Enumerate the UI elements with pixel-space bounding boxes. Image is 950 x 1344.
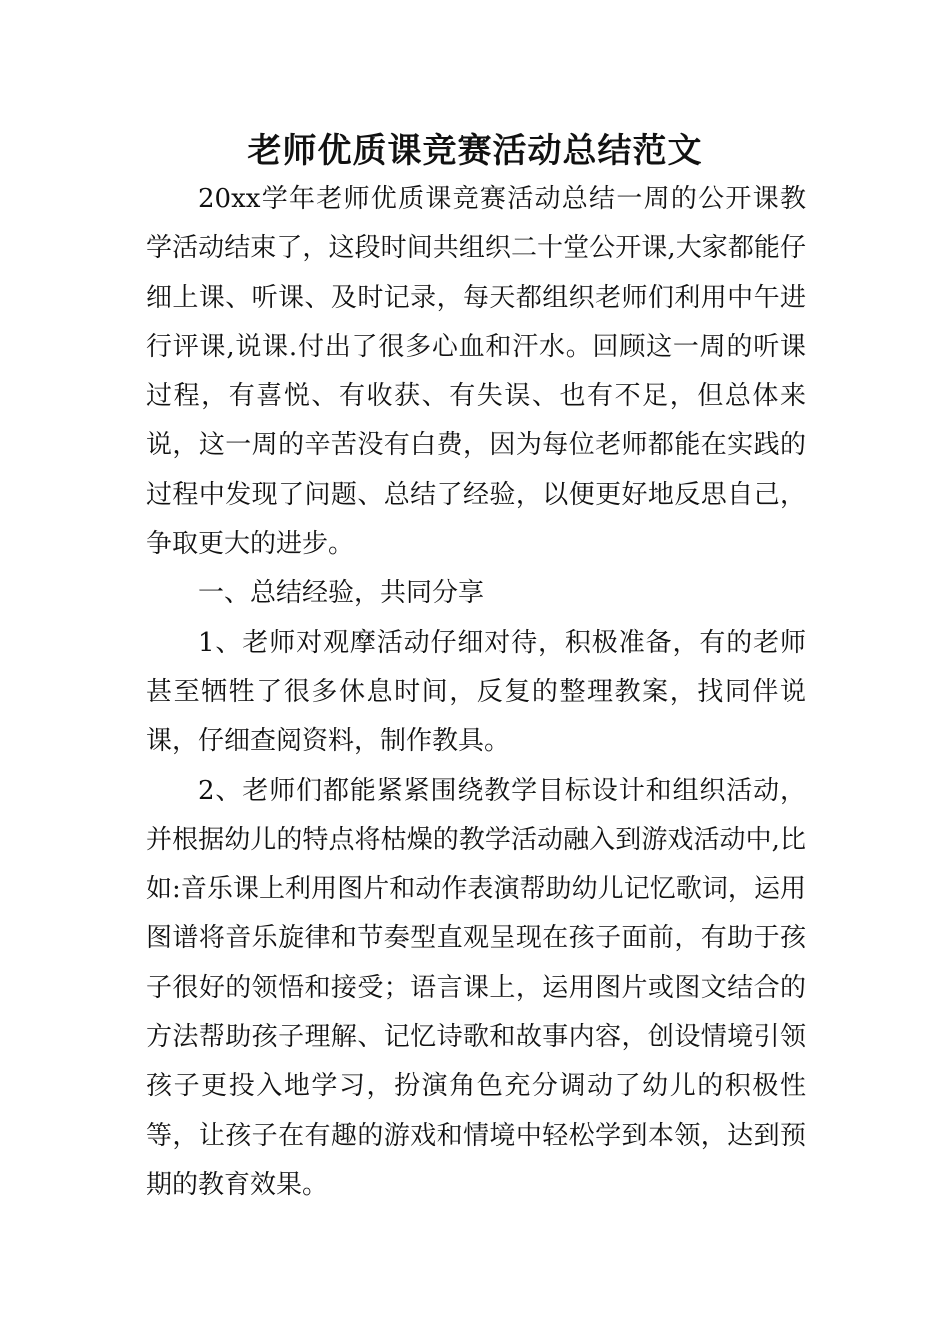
- document-body: [146, 175, 806, 1210]
- document-title: 老师优质课竞赛活动总结范文: [247, 131, 703, 171]
- paragraph-item-2: 2、老师们都能紧紧围绕教学目标设计和组织活动，并根据幼儿的特点将枯燥的教学活动融入到游戏活动中,比如:音乐课上利用图片和动作表演帮助幼儿记忆歌词，运用图谱将音乐旋律和节奏型直观呈现在孩子面前，有助于孩子很好的领悟和接受；语言课上，运用图片或图文结合的方法帮助孩子理解、记忆诗歌和故事内容，创设情境引领孩子更投入地学习，扮演角色充分调动了幼儿的积极性等，让孩子在有趣的游戏和情境中轻松学到本领，达到预期的教育效果。: [146, 775, 806, 1200]
- paragraph-intro: 20xx学年老师优质课竞赛活动总结一周的公开课教学活动结束了，这段时间共组织二十堂公开课,大家都能仔细上课、听课、及时记录，每天都组织老师们利用中午进行评课,说课.付出了很多心血和汗水。回顾这一周的听课过程，有喜悦、有收获、有失误、也有不足，但总体来说，这一周的辛苦没有白费，因为每位老师都能在实践的过程中发现了问题、总结了经验，以便更好地反思自己，争取更大的进步。: [146, 184, 806, 560]
- section-heading-1: 一、总结经验，共同分享: [198, 578, 485, 609]
- paragraph-item-1: 1、老师对观摩活动仔细对待，积极准备，有的老师甚至牺牲了很多休息时间，反复的整理教案，找同伴说课，仔细查阅资料，制作教具。: [146, 627, 806, 757]
